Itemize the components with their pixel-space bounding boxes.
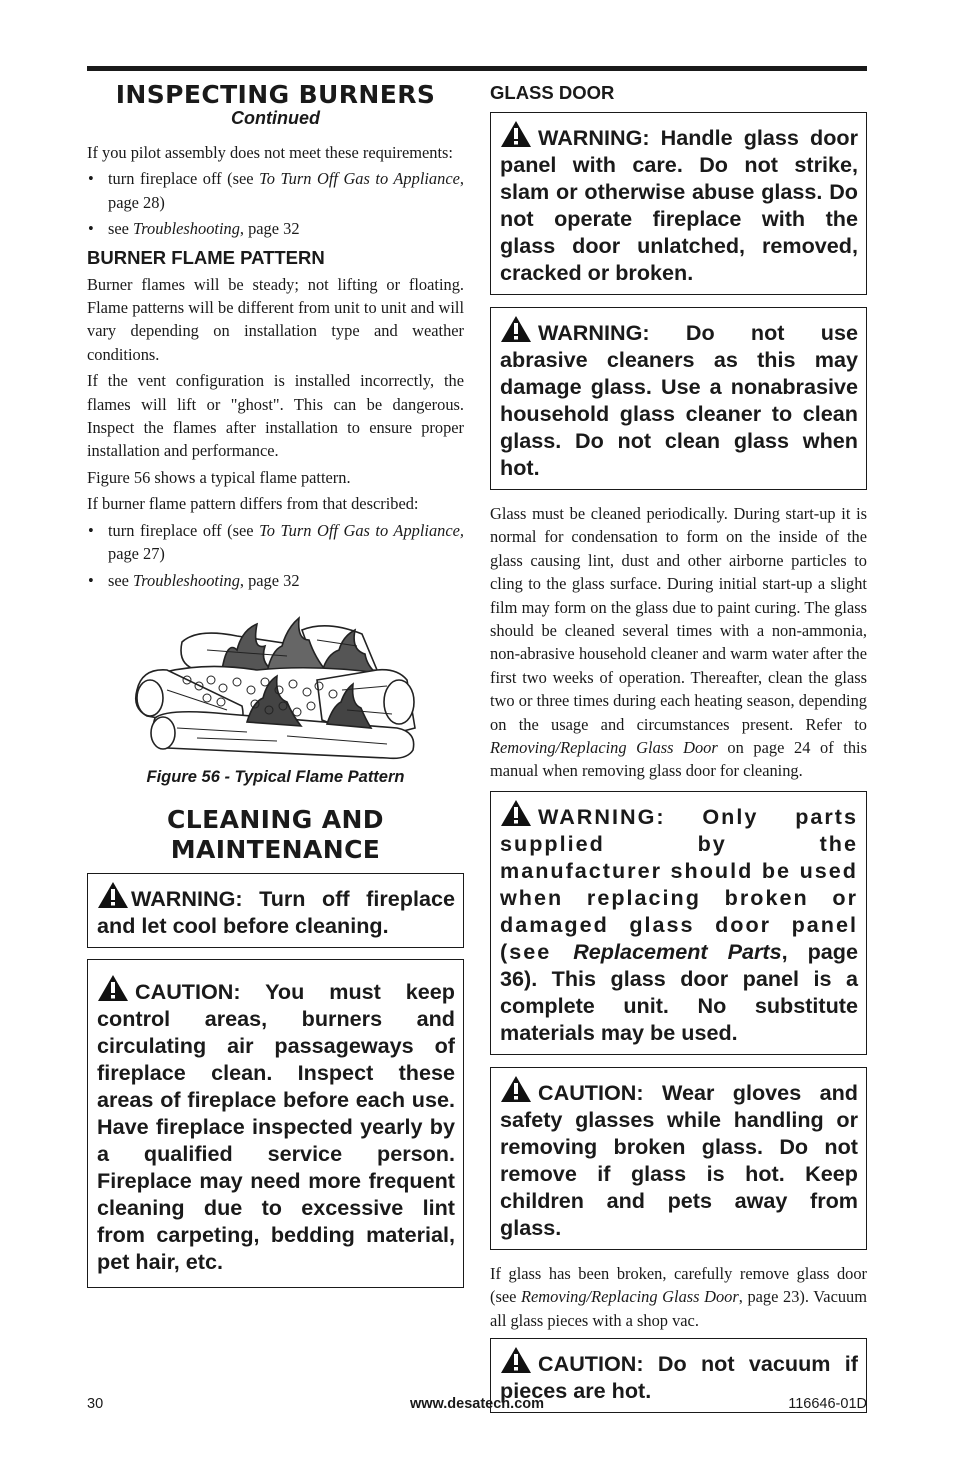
page-number: 30 bbox=[87, 1396, 104, 1412]
warning-triangle-icon bbox=[500, 120, 532, 148]
bullet-item: • see Troubleshooting, page 32 bbox=[87, 217, 464, 240]
bullet-item: • turn fireplace off (see To Turn Off Gas to Appliance, page 28) bbox=[87, 167, 464, 214]
warning-triangle-icon bbox=[97, 881, 129, 909]
warning-handle-box bbox=[490, 112, 867, 295]
burner-flame-heading: BURNER FLAME PATTERN bbox=[87, 246, 325, 268]
continued-label: Continued bbox=[231, 108, 320, 128]
caution-vacuum-text: CAUTION: Do not vacuum if pieces are hot. bbox=[500, 1351, 858, 1404]
figure-caption: Figure 56 - Typical Flame Pattern bbox=[146, 767, 405, 786]
burner-paragraph-2: If the vent configuration is installed incorrectly, the flames will lift or "ghost". This can be dangerous. Inspect the flames after installation to ensure proper installation and performance. bbox=[87, 371, 464, 461]
section-title-inspecting-burners: INSPECTING BURNERS bbox=[115, 80, 436, 109]
left-column bbox=[87, 80, 464, 1288]
website-link[interactable]: www.desatech.com bbox=[409, 1396, 545, 1412]
intro-paragraph: If you pilot assembly does not meet these requirements: bbox=[87, 143, 453, 162]
bullet-item: • turn fireplace off (see To Turn Off Gas to Appliance, page 27) bbox=[87, 519, 464, 566]
fireplace-logs-icon bbox=[87, 610, 464, 760]
warning-triangle-icon bbox=[97, 974, 129, 1002]
inspecting-body bbox=[87, 141, 464, 241]
glass-cleaning-paragraph: Glass must be cleaned periodically. During start-up it is normal for condensation to form on the inside of the glass causing lint, dust and other airborne particles to cling to the glass surface. During initial start-up a slight film may form on the glass due to paint curing. The glass should be cleaned several times with a non-ammonia, non-abrasive household cleaner and warm water after the first two weeks of operation. Thereafter, clean the glass two or three times during each heating season, depending on the usage and circumstances present. Refer to Removing/Replacing Glass Door on page 24 of this manual when removing glass door for cleaning. bbox=[490, 504, 867, 781]
cleaning-title-line-1: CLEANING AND bbox=[167, 804, 384, 834]
warning-triangle-icon bbox=[500, 315, 532, 343]
warning-triangle-icon bbox=[500, 1346, 532, 1374]
burner-body bbox=[87, 273, 464, 592]
cleaning-title-line-2: MAINTENANCE bbox=[170, 834, 381, 864]
section-title-cleaning bbox=[87, 805, 464, 865]
right-column bbox=[490, 80, 867, 1413]
broken-glass-paragraph: If glass has been broken, carefully remove glass door (see Removing/Replacing Glass Door, page 23). Vacuum all glass pieces with a shop vac. bbox=[490, 1263, 867, 1330]
flame-pattern-figure bbox=[87, 610, 464, 760]
bullet-list-flame bbox=[87, 519, 464, 592]
burner-paragraph-4: If burner flame pattern differs from that described: bbox=[87, 494, 419, 514]
warning-triangle-icon bbox=[500, 799, 532, 827]
burner-paragraph-3: Figure 56 shows a typical flame pattern. bbox=[87, 467, 351, 487]
warning-handle-text: WARNING: Handle glass door panel with care. Do not strike, slam or otherwise abuse glass. Do not operate fireplace with the glass door unlatched, removed, cracked or broken. bbox=[500, 125, 858, 285]
bullet-item: • see Troubleshooting, page 32 bbox=[87, 569, 464, 592]
warning-abrasive-box bbox=[490, 307, 867, 490]
burner-paragraph-1: Burner flames will be steady; not lifting or floating. Flame patterns will be different from unit to unit and will vary depending on installation type and weather conditions. bbox=[87, 274, 464, 364]
caution-control-text: CAUTION: You must keep control areas, burners and circulating air passageways of fireplace clean. Inspect these areas of fireplace before each use. Have fireplace inspected yearly by a qualified service person. Fireplace may need more frequent cleaning due to excessive lint from carpeting, bedding material, pet hair, etc. bbox=[97, 978, 455, 1274]
warning-parts-box: WARNING: Only parts supplied by the manufacturer should be used when replacing broken or damaged glass door panel (see Replacement Parts, page 36). This glass door panel is a complete unit. No substitute materials may be used. bbox=[490, 791, 867, 1055]
warning-abrasive-text: WARNING: Do not use abrasive cleaners as this may damage glass. Use a nonabrasive household glass cleaner to clean glass. Do not clean glass when hot. bbox=[500, 320, 858, 480]
caution-control-box bbox=[87, 959, 464, 1288]
document-code: 116646-01D bbox=[788, 1396, 867, 1412]
warning-triangle-icon bbox=[500, 1075, 532, 1103]
glass-door-heading: GLASS DOOR bbox=[490, 82, 615, 103]
warning-cool-text: WARNING: Turn off fireplace and let cool before cleaning. bbox=[97, 885, 455, 938]
caution-gloves-box bbox=[490, 1067, 867, 1250]
bullet-list-pilot bbox=[87, 167, 464, 240]
warning-cool-box bbox=[87, 873, 464, 948]
caution-gloves-text: CAUTION: Wear gloves and safety glasses while handling or removing broken glass. Do not remove if glass is hot. Keep children and pets away from glass. bbox=[500, 1079, 858, 1240]
top-rule bbox=[87, 66, 867, 71]
